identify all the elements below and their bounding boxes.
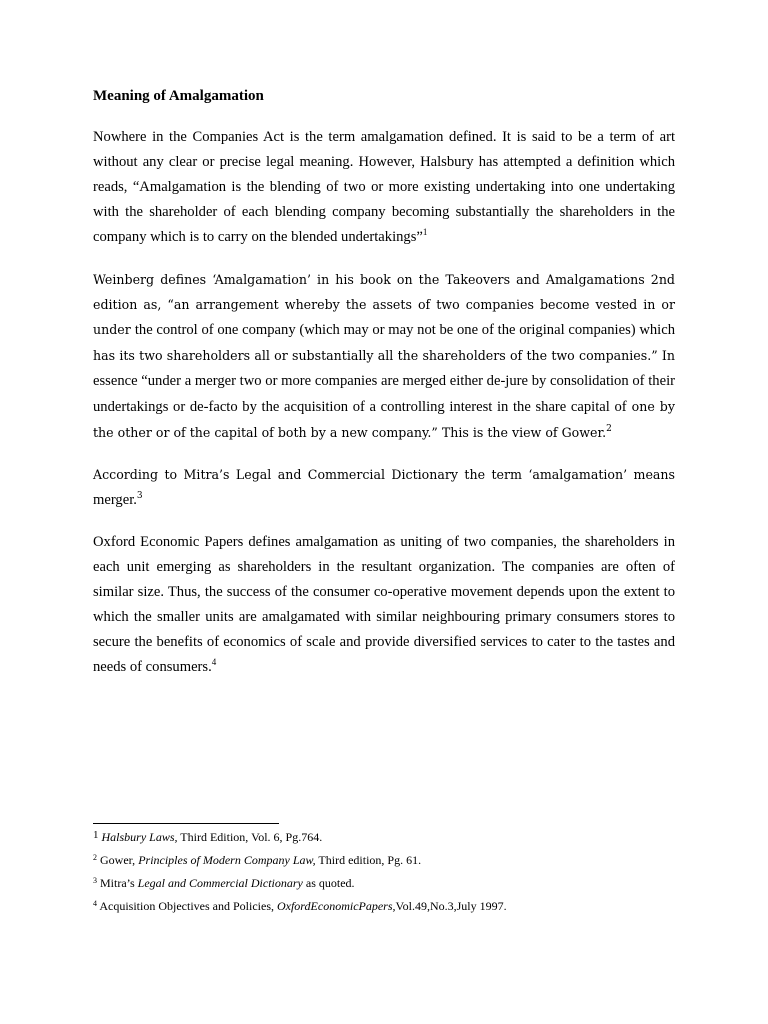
section-heading: Meaning of Amalgamation — [93, 88, 264, 104]
footnote-details: as quoted. — [302, 876, 355, 890]
footnote-number: 3 — [93, 876, 97, 885]
footnote-author: Gower, — [100, 853, 139, 867]
paragraph-halsbury-definition — [93, 125, 675, 250]
paragraph-text: Oxford Economic Papers defines amalgamation as uniting of two companies, the shareholders in each unit emerging as shareholders in the resultant organization. The companies are often of similar size. Thus, the success of the consumer co-operative movement depends upon the extent to which the smaller units are amalgamated with similar neighbouring primary consumers stores to secure the benefits of economics of scale and provide diversified services to cater to the tastes and needs of consumers. — [93, 534, 675, 675]
footnote-4 — [93, 899, 675, 914]
paragraph-text: merger. — [93, 492, 137, 508]
footnote-author: Acquisition Objectives and Policies, — [99, 899, 277, 913]
paragraph-text: Nowhere in the Companies Act is the term amalgamation defined. It is said to be a term of art without any clear or precise legal meaning. However, Halsbury has attempted a definition which reads, “Amalgamation is the blending of two or more existing undertaking into one undertaking with the shareholder of each blending company becoming substantially the shareholders in the company which is to carry on the blended undertakings” — [93, 129, 675, 245]
footnote-ref: 3 — [136, 491, 143, 501]
footnote-title: Principles of Modern Company Law, — [138, 853, 316, 867]
footnote-ref: 4 — [211, 657, 217, 667]
paragraph-text: one by the other or of the capital of both by a new company.” This is the view of Gower. — [93, 399, 675, 440]
footnote-2 — [93, 853, 675, 868]
paragraph-weinberg-definition — [93, 267, 675, 445]
footnote-number: 4 — [93, 899, 97, 908]
paragraph-text: the control of one company (which may or may not be one of the original companies) which — [134, 322, 675, 338]
paragraph-text: essence “under a merger two or more companies are merged either de-jure by consolidation of their undertakings or de-facto by the acquisition of a controlling interest in the share capital of — [93, 373, 675, 415]
paragraph-oxford-definition — [93, 530, 675, 680]
footnote-title: OxfordEconomicPapers, — [276, 899, 396, 913]
paragraph-text: has its two shareholders all or substantially all the shareholders of the two companies.” In — [93, 348, 675, 363]
footnote-ref: 2 — [606, 424, 612, 434]
footnotes — [93, 823, 675, 922]
footnote-ref: 1 — [422, 227, 428, 237]
footnote-details: Vol.49,No.3,July 1997. — [395, 899, 507, 913]
paragraph-text: According to Mitra’s Legal and Commercial Dictionary the term ‘amalgamation’ means — [93, 467, 675, 482]
footnote-separator — [93, 823, 279, 824]
footnote-1 — [93, 830, 675, 845]
paragraph-mitra-definition — [93, 462, 675, 513]
footnote-3 — [93, 876, 675, 891]
footnote-number: 1 — [93, 829, 99, 841]
footnote-title: Halsbury Laws, — [101, 830, 178, 844]
footnote-number: 2 — [93, 853, 97, 862]
paragraph-text: Weinberg defines ‘Amalgamation’ in his book on the Takeovers and Amalgamations 2nd edition as, “an arrangement whereby the assets of two companies become vested in or under — [93, 272, 675, 337]
footnote-details: Third Edition, Vol. 6, Pg.764. — [177, 830, 323, 844]
footnote-author: Mitra’s — [100, 876, 138, 890]
footnote-details: Third edition, Pg. 61. — [315, 853, 422, 867]
document-page — [93, 86, 675, 697]
footnote-title: Legal and Commercial Dictionary — [137, 876, 303, 890]
